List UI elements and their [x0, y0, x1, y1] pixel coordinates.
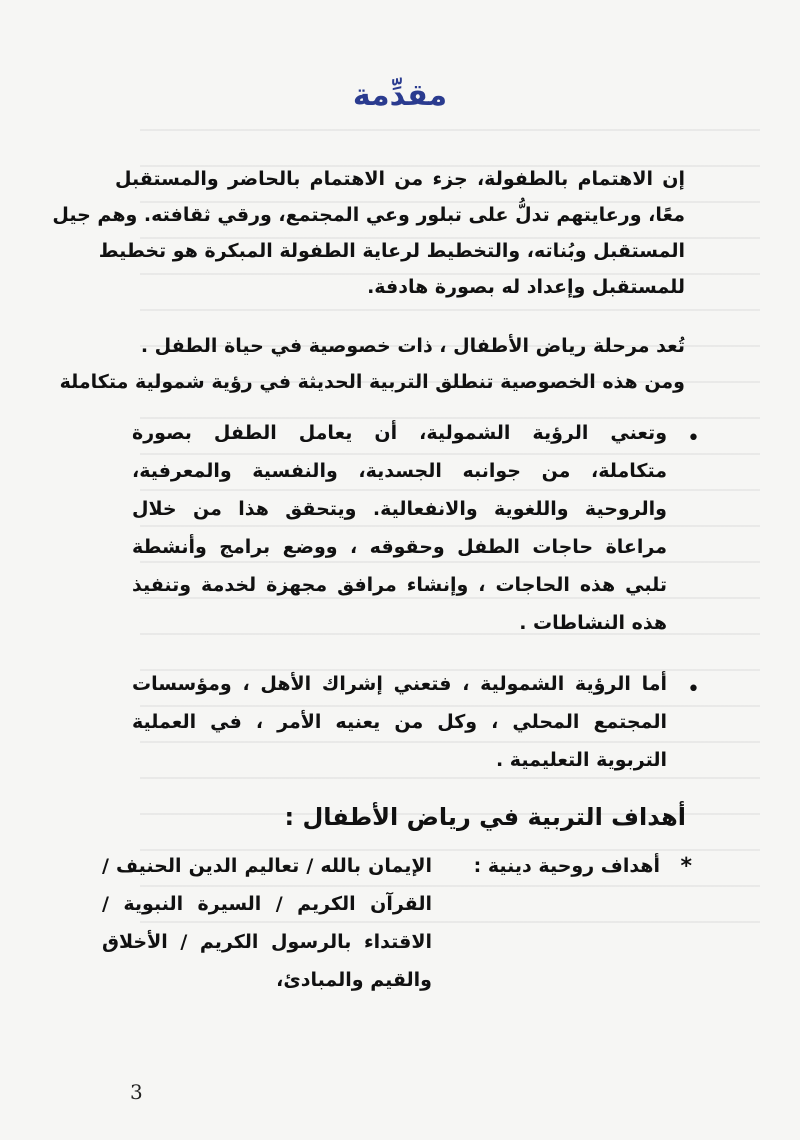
bullet-line: مراعاة حاجات الطفل وحقوقه ، ووضع برامج وأنشطة — [132, 536, 667, 558]
bullet-line: وتعني الرؤية الشمولية، أن يعامل الطفل بصورة — [132, 422, 667, 444]
goal-line: والقيم والمبادئ، — [276, 969, 432, 991]
bullet-line: التربوية التعليمية . — [495, 749, 667, 771]
bullet-icon: • — [687, 426, 700, 451]
intro-line: المستقبل وبُناته، والتخطيط لرعاية الطفولة المبكرة هو تخطيط — [98, 240, 685, 262]
bullet-line: تلبي هذه الحاجات ، وإنشاء مرافق مجهزة لخدمة وتنفيذ — [132, 574, 667, 596]
goal-label: أهداف روحية دينية : — [473, 855, 660, 877]
goal-line: الإيمان بالله / تعاليم الدين الحنيف / — [102, 855, 432, 877]
intro-line: معًا، ورعايتهم تدلُّ على تبلور وعي المجتمع، ورقي ثقافته. وهم جيل — [52, 204, 685, 226]
goal-star-marker: * — [680, 854, 692, 879]
stage-line: ومن هذه الخصوصية تنطلق التربية الحديثة في رؤية شمولية متكاملة — [59, 371, 685, 393]
bullet-line: المجتمع المحلي ، وكل من يعنيه الأمر ، في العملية — [132, 711, 667, 733]
goal-line: القرآن الكريم / السيرة النبوية / — [102, 893, 432, 915]
goals-heading: أهداف التربية في رياض الأطفال : — [284, 803, 686, 831]
page-number: 3 — [130, 1080, 143, 1104]
bullet-line: متكاملة، من جوانبه الجسدية، والنفسية والمعرفية، — [132, 460, 667, 482]
goal-line: الاقتداء بالرسول الكريم / الأخلاق — [102, 931, 432, 953]
bullet-line: أما الرؤية الشمولية ، فتعني إشراك الأهل ، ومؤسسات — [132, 673, 667, 695]
intro-line: إن الاهتمام بالطفولة، جزء من الاهتمام بالحاضر والمستقبل — [115, 168, 685, 190]
bullet-line: هذه النشاطات . — [519, 612, 667, 634]
page-title: مقدِّمة — [352, 78, 448, 113]
stage-line: تُعد مرحلة رياض الأطفال ، ذات خصوصية في حياة الطفل . — [140, 335, 685, 357]
bullet-icon: • — [687, 677, 700, 702]
intro-line: للمستقبل وإعداد له بصورة هادفة. — [367, 276, 685, 298]
bullet-line: والروحية واللغوية والانفعالية. ويتحقق هذا من خلال — [132, 498, 667, 520]
